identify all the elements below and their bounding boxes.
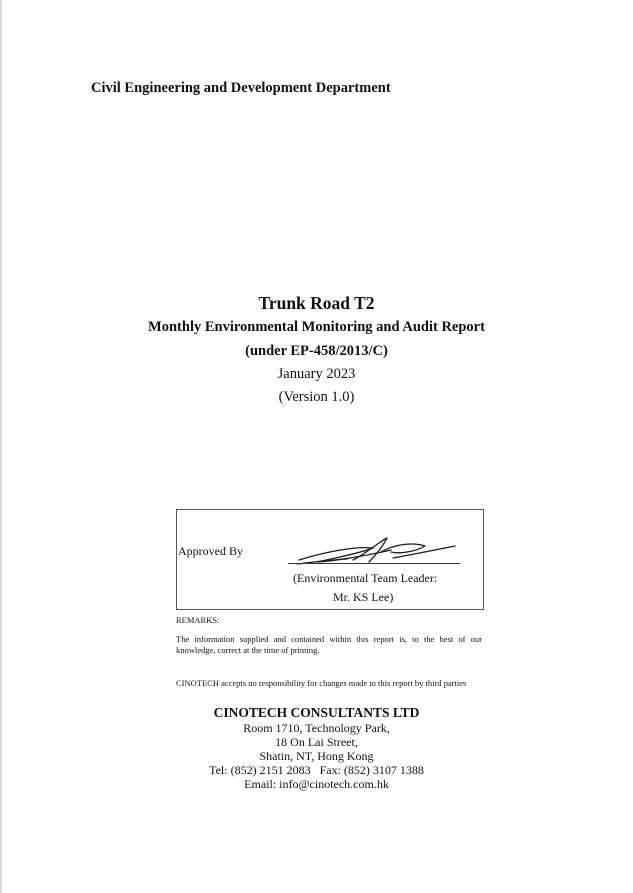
- project-title: Trunk Road T2: [258, 293, 375, 313]
- report-type: Monthly Environmental Monitoring and Audit Report: [148, 319, 485, 335]
- report-version: (Version 1.0): [278, 389, 355, 405]
- phone-fax: Tel: (852) 2151 2083 Fax: (852) 3107 1388: [209, 763, 424, 777]
- email: Email: info@cinotech.com.hk: [244, 777, 389, 791]
- remarks-body: The information supplied and contained within this report is, to the best of our knowledge, correct at the time of printing.: [176, 634, 482, 655]
- signature-line: [288, 563, 460, 564]
- remarks-heading: REMARKS:: [176, 615, 220, 625]
- address-line-3: Shatin, NT, Hong Kong: [259, 749, 374, 763]
- report-period: January 2023: [277, 366, 356, 382]
- company-contact-block: [0, 704, 633, 791]
- address-line-1: Room 1710, Technology Park,: [243, 721, 390, 735]
- disclaimer-text: CINOTECH accepts no responsibility for changes made to this report by third parties: [176, 678, 467, 688]
- department-heading: Civil Engineering and Development Department: [91, 80, 391, 96]
- address-line-2: 18 On Lai Street,: [275, 735, 358, 749]
- report-title-block: [0, 291, 633, 409]
- signer-name: Mr. KS Lee): [333, 590, 394, 604]
- approval-box: [176, 509, 484, 610]
- approved-by-label: Approved By: [178, 544, 243, 558]
- signer-role: (Environmental Team Leader:: [293, 571, 438, 585]
- permit-reference: (under EP-458/2013/C): [245, 343, 388, 359]
- company-name: CINOTECH CONSULTANTS LTD: [213, 705, 420, 720]
